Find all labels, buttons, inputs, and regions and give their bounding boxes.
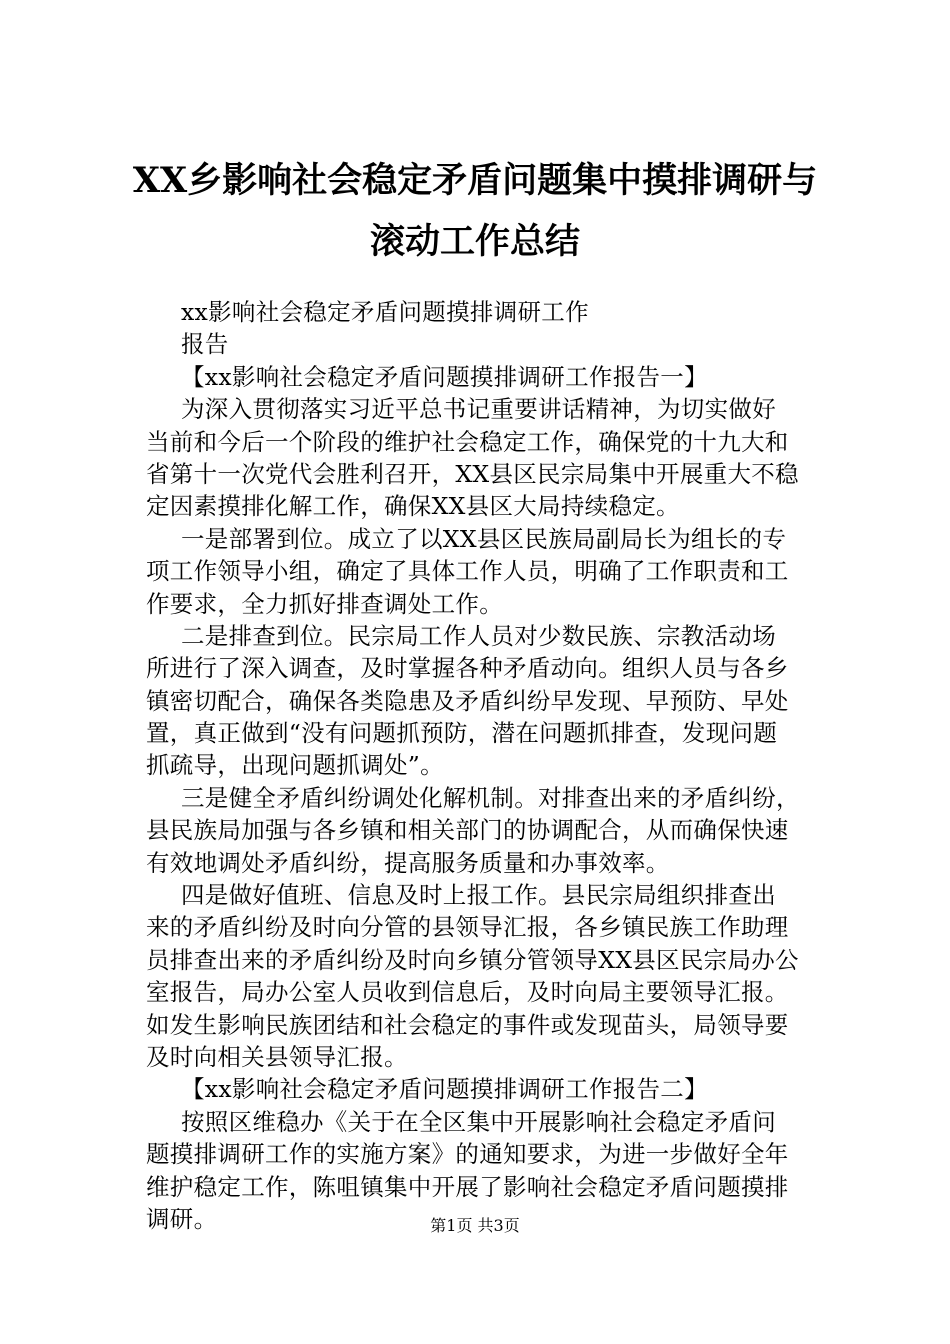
- text-line: 按照区维稳办《关于在全区集中开展影响社会稳定矛盾问: [181, 1107, 776, 1136]
- document-title-line-2: 滚动工作总结: [369, 221, 580, 262]
- text-line: 置，真正做到“没有问题抓预防，潜在问题抓排查，发现问题: [146, 719, 778, 748]
- text-line: 一是部署到位。成立了以XX县区民族局副局长为组长的专: [181, 524, 787, 553]
- text-line: 二是排查到位。民宗局工作人员对少数民族、宗教活动场: [181, 621, 776, 650]
- text-line: 及时向相关县领导汇报。: [146, 1042, 408, 1071]
- page-footer: 第1页 共3页: [430, 1216, 520, 1235]
- text-line: 为深入贯彻落实习近平总书记重要讲话精神，为切实做好: [181, 395, 776, 424]
- text-line: 四是做好值班、信息及时上报工作。县民宗局组织排查出: [181, 881, 776, 910]
- text-line: 【xx影响社会稳定矛盾问题摸排调研工作报告二】: [181, 1075, 708, 1104]
- document-body: [146, 296, 836, 1235]
- text-line: 抓疏导，出现问题抓调处”。: [146, 751, 444, 780]
- text-line: 【xx影响社会稳定矛盾问题摸排调研工作报告一】: [181, 362, 708, 391]
- text-line: 镇密切配合，确保各类隐患及矛盾纠纷早发现、早预防、早处: [146, 686, 789, 715]
- text-line: 项工作领导小组，确定了具体工作人员，明确了工作职责和工: [146, 557, 789, 586]
- text-line: 作要求，全力抓好排查调处工作。: [146, 589, 503, 618]
- text-line: 维护稳定工作，陈咀镇集中开展了影响社会稳定矛盾问题摸排: [146, 1172, 789, 1201]
- text-line: 室报告，局办公室人员收到信息后，及时向局主要领导汇报。: [146, 978, 789, 1007]
- text-line: 员排查出来的矛盾纠纷及时向乡镇分管领导XX县区民宗局办公: [146, 945, 799, 974]
- text-line: 来的矛盾纠纷及时向分管的县领导汇报，各乡镇民族工作助理: [146, 913, 789, 942]
- text-line: 调研。: [146, 1204, 218, 1233]
- text-line: 报告: [181, 330, 229, 359]
- document-title-line-1: XX乡影响社会稳定矛盾问题集中摸排调研与: [132, 160, 818, 201]
- text-line: 如发生影响民族团结和社会稳定的事件或发现苗头，局领导要: [146, 1010, 789, 1039]
- text-line: xx影响社会稳定矛盾问题摸排调研工作: [181, 298, 589, 326]
- text-line: 三是健全矛盾纠纷调处化解机制。对排查出来的矛盾纠纷，: [181, 783, 800, 812]
- text-line: 省第十一次党代会胜利召开，XX县区民宗局集中开展重大不稳: [146, 459, 799, 488]
- text-line: 县民族局加强与各乡镇和相关部门的协调配合，从而确保快速: [146, 816, 789, 845]
- text-line: 有效地调处矛盾纠纷，提高服务质量和办事效率。: [146, 848, 670, 877]
- text-line: 题摸排调研工作的实施方案》的通知要求，为进一步做好全年: [146, 1140, 789, 1169]
- text-line: 当前和今后一个阶段的维护社会稳定工作，确保党的十九大和: [146, 427, 789, 456]
- text-line: 所进行了深入调查，及时掌握各种矛盾动向。组织人员与各乡: [146, 654, 789, 683]
- text-line: 定因素摸排化解工作，确保XX县区大局持续稳定。: [146, 492, 680, 521]
